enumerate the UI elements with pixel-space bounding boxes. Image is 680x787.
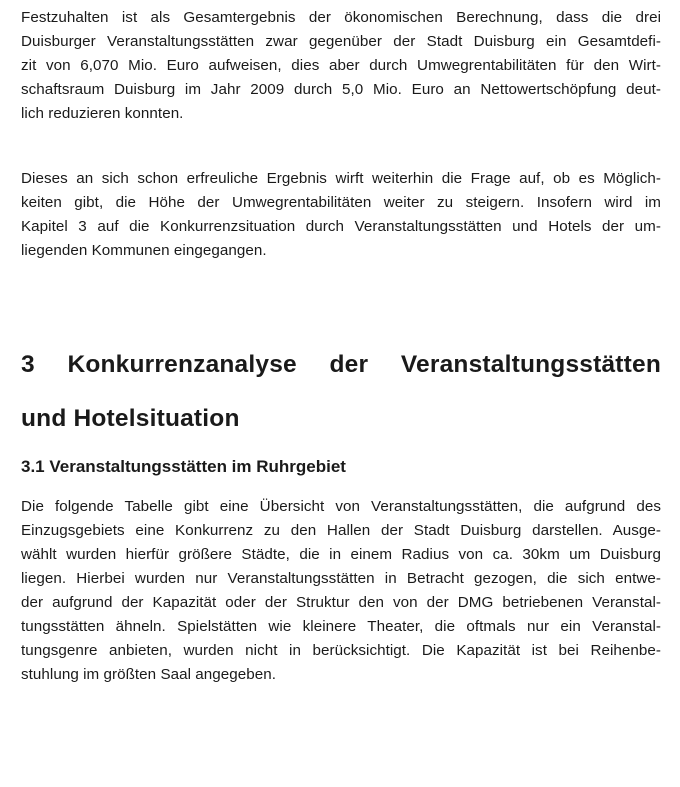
paragraph-outlook [21,167,661,263]
text-line: tungsstätten ähneln. Spielstätten wie kleinere Theater, die oftmals nur ein Veranstal- [21,618,661,635]
text-line: lich reduzieren konnten. [21,105,184,122]
paragraph-venues [21,495,661,687]
paragraph-summary [21,6,661,126]
text-line: wählt wurden hierfür größere Städte, die in einem Radius von ca. 30km um Duisburg [21,546,661,563]
heading-line: und Hotelsituation [21,405,240,432]
text-line: zit von 6,070 Mio. Euro aufweisen, dies aber durch Umwegrentabilitäten für den Wirt- [21,57,661,74]
text-line: keiten gibt, die Höhe der Umwegrentabilitäten weiter zu steigern. Insofern wird im [21,194,661,211]
section-heading: 3.1 Veranstaltungsstätten im Ruhrgebiet [21,457,346,476]
chapter-heading [21,338,661,446]
text-line: Kapitel 3 auf die Konkurrenzsituation durch Veranstaltungsstätten und Hotels der um- [21,218,661,235]
text-line: schaftsraum Duisburg im Jahr 2009 durch 5,0 Mio. Euro an Nettowertschöpfung deut- [21,81,661,98]
text-line: Einzugsgebiets eine Konkurrenz zu den Hallen der Stadt Duisburg darstellen. Ausge- [21,522,661,539]
text-line: Die folgende Tabelle gibt eine Übersicht von Veranstaltungsstätten, die aufgrund des [21,498,661,515]
text-line: Dieses an sich schon erfreuliche Ergebnis wirft weiterhin die Frage auf, ob es Möglich- [21,170,661,187]
text-line: liegenden Kommunen eingegangen. [21,242,267,259]
text-line: liegen. Hierbei wurden nur Veranstaltungsstätten in Betracht gezogen, die sich entwe- [21,570,661,587]
heading-line: 3 Konkurrenzanalyse der Veranstaltungsstätten [21,351,661,378]
text-line: stuhlung im größten Saal angegeben. [21,666,277,683]
text-line: Festzuhalten ist als Gesamtergebnis der ökonomischen Berechnung, dass die drei [21,9,661,26]
text-line: Duisburger Veranstaltungsstätten zwar gegenüber der Stadt Duisburg ein Gesamtdefi- [21,33,661,50]
text-line: der aufgrund der Kapazität oder der Struktur den von der DMG betriebenen Veranstal- [21,594,661,611]
text-line: tungsgenre anbieten, wurden nicht in berücksichtigt. Die Kapazität ist bei Reihenbe- [21,642,661,659]
